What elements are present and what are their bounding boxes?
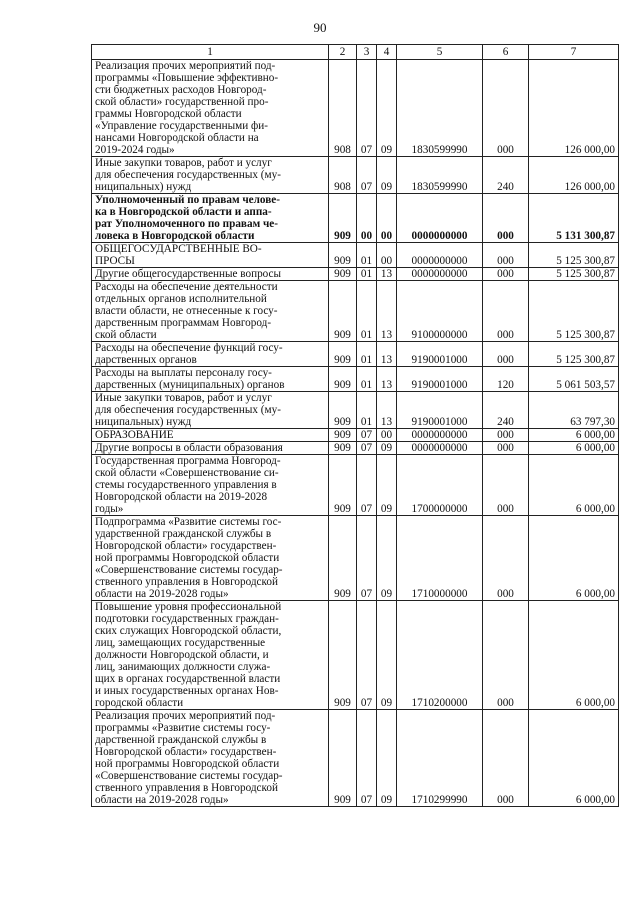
table-row	[92, 157, 619, 194]
subsection-code: 13	[377, 268, 397, 281]
section-code: 01	[357, 367, 377, 392]
expense-type-code: 240	[483, 392, 529, 429]
column-header: 4	[377, 45, 397, 60]
dept-code: 909	[329, 601, 357, 710]
subsection-code: 09	[377, 60, 397, 157]
amount: 5 131 300,87	[529, 194, 619, 243]
amount: 6 000,00	[529, 710, 619, 807]
subsection-code: 13	[377, 392, 397, 429]
header-row	[92, 45, 619, 60]
table-row	[92, 60, 619, 157]
column-header: 6	[483, 45, 529, 60]
expense-type-code: 000	[483, 516, 529, 601]
dept-code: 909	[329, 455, 357, 516]
dept-code: 909	[329, 268, 357, 281]
expense-type-code: 120	[483, 367, 529, 392]
section-code: 07	[357, 60, 377, 157]
amount: 5 125 300,87	[529, 243, 619, 268]
target-article-code: 9190001000	[397, 342, 483, 367]
dept-code: 909	[329, 243, 357, 268]
column-header: 5	[397, 45, 483, 60]
expense-type-code: 240	[483, 157, 529, 194]
item-name: Иные закупки товаров, работ и услуг для обеспечения государственных (му- ниципальных) нужд	[92, 157, 329, 194]
target-article-code: 1830599990	[397, 60, 483, 157]
amount: 5 061 503,57	[529, 367, 619, 392]
table-body	[92, 60, 619, 807]
amount: 63 797,30	[529, 392, 619, 429]
table-row	[92, 194, 619, 243]
item-name: Повышение уровня профессиональной подготовки государственных граждан- ских служащих Новгородской области, лиц, замещающих государственные должности Новгородской области, и лиц, занимающих должности служа- щих в органах государственной власти и иных государственных органах Нов- городской области	[92, 601, 329, 710]
expense-type-code: 000	[483, 281, 529, 342]
dept-code: 909	[329, 710, 357, 807]
target-article-code: 9190001000	[397, 392, 483, 429]
item-name: Расходы на обеспечение деятельности отдельных органов исполнительной власти области, не отнесенные к госу- дарственным программам Новгород- ской области	[92, 281, 329, 342]
table-row	[92, 268, 619, 281]
subsection-code: 09	[377, 516, 397, 601]
section-code: 01	[357, 268, 377, 281]
target-article-code: 1830599990	[397, 157, 483, 194]
subsection-code: 09	[377, 157, 397, 194]
amount: 6 000,00	[529, 516, 619, 601]
section-code: 00	[357, 194, 377, 243]
expense-type-code: 000	[483, 455, 529, 516]
item-name: Другие общегосударственные вопросы	[92, 268, 329, 281]
amount: 5 125 300,87	[529, 281, 619, 342]
expense-type-code: 000	[483, 268, 529, 281]
dept-code: 909	[329, 442, 357, 455]
item-name: Государственная программа Новгород- ской области «Совершенствование си- стемы государственного управления в Новгородской области на 2019-2028 годы»	[92, 455, 329, 516]
subsection-code: 00	[377, 243, 397, 268]
table-row	[92, 281, 619, 342]
expense-type-code: 000	[483, 429, 529, 442]
dept-code: 909	[329, 516, 357, 601]
section-code: 07	[357, 442, 377, 455]
subsection-code: 09	[377, 710, 397, 807]
expense-type-code: 000	[483, 194, 529, 243]
table-row	[92, 342, 619, 367]
target-article-code: 0000000000	[397, 194, 483, 243]
table-row	[92, 455, 619, 516]
table-row	[92, 429, 619, 442]
section-code: 07	[357, 601, 377, 710]
section-code: 01	[357, 281, 377, 342]
item-name: Уполномоченный по правам челове- ка в Новгородской области и аппа- рат Уполномоченного по правам че- ловека в Новгородской области	[92, 194, 329, 243]
section-code: 07	[357, 710, 377, 807]
section-code: 01	[357, 392, 377, 429]
section-code: 07	[357, 516, 377, 601]
target-article-code: 0000000000	[397, 442, 483, 455]
amount: 126 000,00	[529, 60, 619, 157]
section-code: 07	[357, 429, 377, 442]
expense-type-code: 000	[483, 243, 529, 268]
table-row	[92, 710, 619, 807]
target-article-code: 9190001000	[397, 367, 483, 392]
table-row	[92, 367, 619, 392]
expense-type-code: 000	[483, 342, 529, 367]
item-name: Другие вопросы в области образования	[92, 442, 329, 455]
item-name: ОБРАЗОВАНИЕ	[92, 429, 329, 442]
dept-code: 908	[329, 157, 357, 194]
amount: 6 000,00	[529, 442, 619, 455]
amount: 126 000,00	[529, 157, 619, 194]
table-row	[92, 442, 619, 455]
section-code: 01	[357, 243, 377, 268]
amount: 6 000,00	[529, 429, 619, 442]
target-article-code: 0000000000	[397, 429, 483, 442]
amount: 6 000,00	[529, 601, 619, 710]
expense-type-code: 000	[483, 442, 529, 455]
dept-code: 909	[329, 281, 357, 342]
item-name: Реализация прочих мероприятий под- программы «Развитие системы госу- дарственной гражданской службы в Новгородской области» государствен- ной программы Новгородской области «Совершенствование системы государ- ственного управления в Новгородской области на 2019-2028 годы»	[92, 710, 329, 807]
expense-type-code: 000	[483, 60, 529, 157]
item-name: Расходы на выплаты персоналу госу- дарственных (муниципальных) органов	[92, 367, 329, 392]
subsection-code: 00	[377, 429, 397, 442]
target-article-code: 0000000000	[397, 243, 483, 268]
dept-code: 909	[329, 342, 357, 367]
subsection-code: 13	[377, 367, 397, 392]
item-name: Расходы на обеспечение функций госу- дарственных органов	[92, 342, 329, 367]
budget-table	[91, 44, 619, 807]
item-name: Иные закупки товаров, работ и услуг для обеспечения государственных (му- ниципальных) нужд	[92, 392, 329, 429]
subsection-code: 09	[377, 442, 397, 455]
table-row	[92, 516, 619, 601]
dept-code: 909	[329, 367, 357, 392]
dept-code: 909	[329, 429, 357, 442]
subsection-code: 13	[377, 281, 397, 342]
item-name: Подпрограмма «Развитие системы гос- ударственной гражданской службы в Новгородской области» государствен- ной программы Новгородской области «Совершенствование системы государ- ственного управления в Новгородской области на 2019-2028 годы»	[92, 516, 329, 601]
expense-type-code: 000	[483, 601, 529, 710]
target-article-code: 1710000000	[397, 516, 483, 601]
subsection-code: 09	[377, 455, 397, 516]
amount: 5 125 300,87	[529, 268, 619, 281]
dept-code: 908	[329, 60, 357, 157]
target-article-code: 9100000000	[397, 281, 483, 342]
subsection-code: 09	[377, 601, 397, 710]
section-code: 07	[357, 157, 377, 194]
page-number: 90	[313, 20, 327, 35]
column-header: 2	[329, 45, 357, 60]
subsection-code: 00	[377, 194, 397, 243]
section-code: 07	[357, 455, 377, 516]
column-header: 7	[529, 45, 619, 60]
item-name: ОБЩЕГОСУДАРСТВЕННЫЕ ВО- ПРОСЫ	[92, 243, 329, 268]
target-article-code: 1710299990	[397, 710, 483, 807]
target-article-code: 1700000000	[397, 455, 483, 516]
column-header: 1	[92, 45, 329, 60]
amount: 5 125 300,87	[529, 342, 619, 367]
table-row	[92, 601, 619, 710]
column-header: 3	[357, 45, 377, 60]
subsection-code: 13	[377, 342, 397, 367]
section-code: 01	[357, 342, 377, 367]
dept-code: 909	[329, 392, 357, 429]
dept-code: 909	[329, 194, 357, 243]
expense-type-code: 000	[483, 710, 529, 807]
item-name: Реализация прочих мероприятий под- программы «Повышение эффективно- сти бюджетных расходов Новгород- ской области» государственной про- граммы Новгородской области «Управление государственными фи- нансами Новгородской области на 2019-2024 годы»	[92, 60, 329, 157]
table-row	[92, 392, 619, 429]
target-article-code: 1710200000	[397, 601, 483, 710]
target-article-code: 0000000000	[397, 268, 483, 281]
amount: 6 000,00	[529, 455, 619, 516]
table-row	[92, 243, 619, 268]
